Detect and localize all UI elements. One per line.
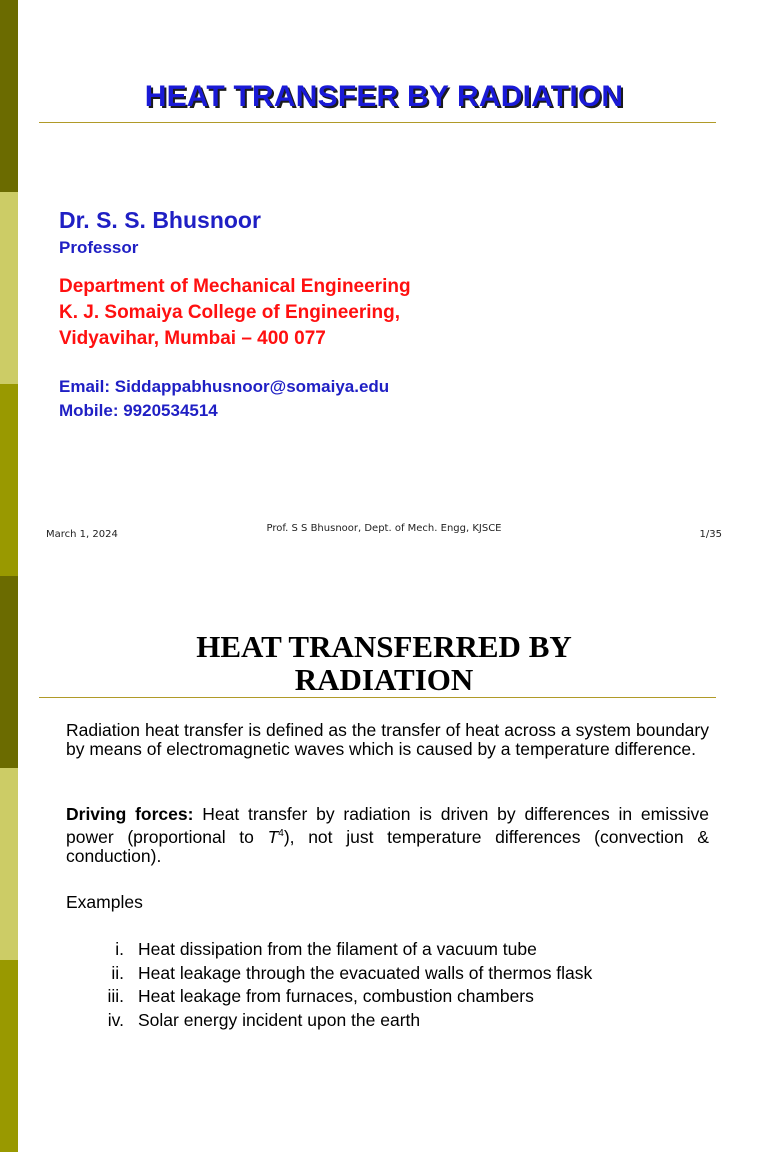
temperature-symbol: T <box>267 826 279 847</box>
driving-forces-text: Heat transfer by radiation is driven by differences in emissive power (proportional to <box>66 804 709 847</box>
list-item-text: Solar energy incident upon the earth <box>138 1009 421 1030</box>
list-item-number: ii. <box>111 962 124 983</box>
footer-author: Prof. S S Bhusnoor, Dept. of Mech. Engg, KJSCE <box>266 523 502 534</box>
address-line: Vidyavihar, Mumbai – 400 077 <box>59 328 326 349</box>
exponent: 4 <box>278 828 284 839</box>
college-line: K. J. Somaiya College of Engineering, <box>59 302 401 323</box>
list-item <box>66 1009 746 1033</box>
driving-forces-text-end: ), not just temperature differences (convection & conduction). <box>66 826 709 866</box>
footer-date: March 1, 2024 <box>46 529 118 540</box>
slide-2 <box>0 576 768 1152</box>
slide-title: HEAT TRANSFER BY RADIATION <box>144 80 624 113</box>
list-item-text: Heat leakage from furnaces, combustion chambers <box>138 986 534 1006</box>
driving-forces-paragraph <box>66 805 709 866</box>
author-name: Dr. S. S. Bhusnoor <box>59 207 261 233</box>
sidebar-stripe-light <box>0 192 18 384</box>
examples-heading: Examples <box>66 892 143 912</box>
mobile-text: Mobile: 9920534514 <box>59 401 218 420</box>
examples-list <box>66 938 746 1032</box>
title-rule <box>39 122 716 123</box>
list-item-number: i. <box>115 939 124 959</box>
title-rule <box>39 697 716 698</box>
driving-forces-label: Driving forces: <box>66 804 194 824</box>
dept-line: Department of Mechanical Engineering <box>59 276 411 297</box>
list-item <box>66 985 746 1009</box>
email-text: Email: Siddappabhusnoor@somaiya.edu <box>59 377 390 396</box>
author-role: Professor <box>59 238 139 257</box>
slide-title <box>0 630 768 696</box>
slide-title-line: HEAT TRANSFERRED BY <box>196 629 572 664</box>
list-item-text: Heat dissipation from the filament of a vacuum tube <box>138 939 537 959</box>
list-item <box>66 938 746 962</box>
page-number: 1/35 <box>699 529 722 540</box>
list-item-text: Heat leakage through the evacuated walls of thermos flask <box>138 962 593 983</box>
definition-paragraph: Radiation heat transfer is defined as the transfer of heat across a system boundary by means of electromagnetic waves which is caused by a temperature difference. <box>66 720 709 759</box>
list-item-number: iii. <box>107 986 124 1006</box>
sidebar-stripe-mid <box>0 384 18 576</box>
list-item <box>66 962 746 986</box>
sidebar-stripe-light <box>0 768 18 960</box>
sidebar-stripe-mid <box>0 960 18 1152</box>
list-item-number: iv. <box>107 1009 124 1030</box>
slide-title-line: RADIATION <box>294 662 474 697</box>
